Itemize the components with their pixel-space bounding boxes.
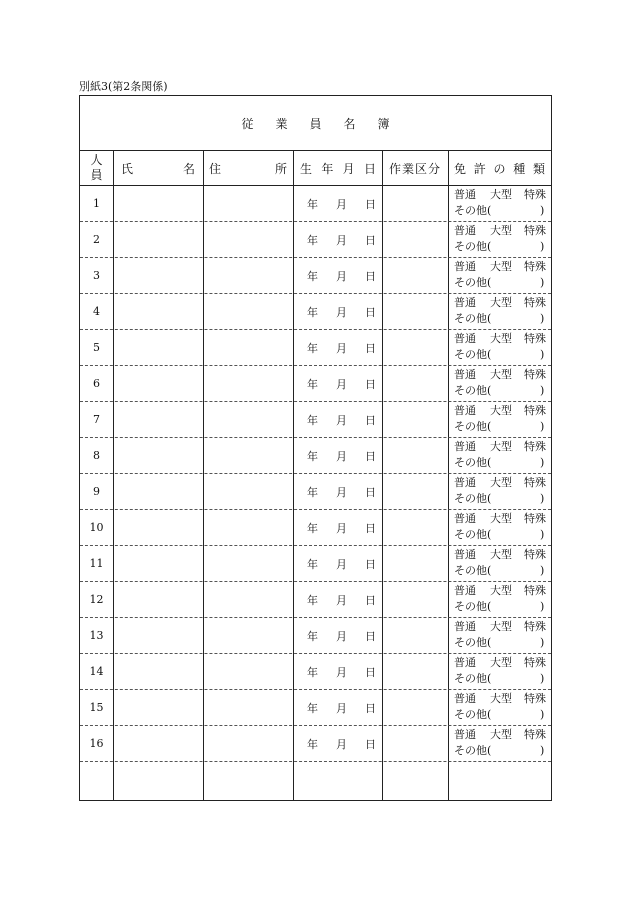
date-of-birth-cell[interactable] [293, 546, 382, 581]
header-name [113, 151, 203, 185]
title-char: 名 [343, 116, 378, 131]
date-of-birth-cell[interactable] [293, 366, 382, 401]
row-number: 9 [93, 485, 100, 498]
date-of-birth-cell[interactable] [293, 618, 382, 653]
license-large: 大型 [490, 296, 512, 309]
table-row [80, 330, 551, 366]
header-license-char: 類 [532, 161, 545, 176]
day-unit: 日 [365, 449, 376, 463]
date-of-birth-cell[interactable] [293, 726, 382, 761]
license-other-line [454, 275, 551, 291]
row-number: 12 [89, 593, 104, 606]
day-unit: 日 [365, 341, 376, 355]
license-regular: 普通 [454, 620, 476, 633]
license-other: その他( [454, 240, 492, 253]
month-unit: 月 [336, 701, 347, 715]
month-unit: 月 [336, 197, 347, 211]
license-options-line [454, 367, 551, 383]
year-unit: 年 [307, 737, 318, 751]
month-unit: 月 [336, 521, 347, 535]
table-row [80, 726, 551, 762]
license-other-line [454, 563, 551, 579]
license-other: その他( [454, 312, 492, 325]
license-other-close: ) [540, 348, 545, 361]
license-type-cell[interactable] [448, 619, 551, 653]
license-type-cell[interactable] [448, 367, 551, 401]
day-unit: 日 [365, 377, 376, 391]
title-char: 簿 [377, 116, 412, 131]
header-name-first: 氏 [121, 161, 134, 176]
table-row [80, 402, 551, 438]
license-regular: 普通 [454, 512, 476, 525]
table-row [80, 510, 551, 546]
license-regular: 普通 [454, 404, 476, 417]
date-of-birth-cell[interactable] [293, 690, 382, 725]
license-special: 特殊 [524, 440, 546, 453]
row-number: 6 [93, 377, 100, 390]
license-special: 特殊 [524, 620, 546, 633]
license-other: その他( [454, 528, 492, 541]
license-options-line [454, 475, 551, 491]
month-unit: 月 [336, 233, 347, 247]
license-type-cell[interactable] [448, 727, 551, 761]
title-char: 従 [241, 116, 276, 131]
year-unit: 年 [307, 341, 318, 355]
table-row [80, 294, 551, 330]
license-regular: 普通 [454, 224, 476, 237]
year-unit: 年 [307, 593, 318, 607]
license-large: 大型 [490, 512, 512, 525]
license-type-cell[interactable] [448, 187, 551, 221]
license-options-line [454, 727, 551, 743]
month-unit: 月 [336, 305, 347, 319]
license-options-line [454, 439, 551, 455]
year-unit: 年 [307, 665, 318, 679]
header-address [203, 151, 293, 185]
license-large: 大型 [490, 692, 512, 705]
row-number: 14 [89, 665, 104, 678]
year-unit: 年 [307, 557, 318, 571]
table-row [80, 366, 551, 402]
license-options-line [454, 295, 551, 311]
license-other-close: ) [540, 636, 545, 649]
license-options-line [454, 187, 551, 203]
table-row [80, 546, 551, 582]
license-special: 特殊 [524, 656, 546, 669]
license-other-line [454, 203, 551, 219]
row-number: 1 [93, 197, 100, 210]
title-char: 員 [309, 116, 344, 131]
license-regular: 普通 [454, 548, 476, 561]
row-number: 8 [93, 449, 100, 462]
license-large: 大型 [490, 260, 512, 273]
header-dob [293, 151, 382, 185]
header-name-second: 名 [182, 161, 195, 176]
header-license [448, 151, 551, 185]
license-large: 大型 [490, 584, 512, 597]
header-address-second: 所 [274, 161, 287, 176]
license-other: その他( [454, 600, 492, 613]
month-unit: 月 [336, 413, 347, 427]
license-other-line [454, 455, 551, 471]
license-other-line [454, 527, 551, 543]
license-other: その他( [454, 564, 492, 577]
license-other: その他( [454, 348, 492, 361]
table-row [80, 438, 551, 474]
license-special: 特殊 [524, 404, 546, 417]
license-options-line [454, 331, 551, 347]
day-unit: 日 [365, 413, 376, 427]
row-number: 10 [89, 521, 104, 534]
header-person-top: 人 [90, 153, 103, 167]
header-work-category: 作業区分 [388, 161, 441, 176]
license-type-cell[interactable] [448, 511, 551, 545]
day-unit: 日 [365, 485, 376, 499]
table-title [80, 96, 551, 151]
license-regular: 普通 [454, 476, 476, 489]
license-options-line [454, 655, 551, 671]
license-other-close: ) [540, 492, 545, 505]
license-regular: 普通 [454, 692, 476, 705]
license-other-line [454, 743, 551, 759]
month-unit: 月 [336, 485, 347, 499]
month-unit: 月 [336, 557, 347, 571]
title-char: 業 [275, 116, 310, 131]
year-unit: 年 [307, 305, 318, 319]
license-type-cell[interactable] [448, 691, 551, 725]
day-unit: 日 [365, 521, 376, 535]
day-unit: 日 [365, 269, 376, 283]
license-other-line [454, 671, 551, 687]
license-other-line [454, 707, 551, 723]
date-of-birth-cell[interactable] [293, 582, 382, 617]
document-caption: 別紙3(第2条関係) [79, 80, 168, 93]
license-options-line [454, 403, 551, 419]
license-other: その他( [454, 204, 492, 217]
header-dob-char: 月 [342, 161, 355, 176]
year-unit: 年 [307, 413, 318, 427]
row-number: 13 [89, 629, 104, 642]
license-special: 特殊 [524, 188, 546, 201]
header-license-char: 免 [454, 161, 467, 176]
license-other-line [454, 419, 551, 435]
table-row [80, 762, 551, 798]
license-special: 特殊 [524, 296, 546, 309]
month-unit: 月 [336, 737, 347, 751]
table-row [80, 690, 551, 726]
date-of-birth-cell[interactable] [293, 294, 382, 329]
table-row [80, 582, 551, 618]
year-unit: 年 [307, 521, 318, 535]
license-other-close: ) [540, 276, 545, 289]
date-of-birth-cell[interactable] [293, 222, 382, 257]
license-other-close: ) [540, 240, 545, 253]
license-special: 特殊 [524, 548, 546, 561]
license-other: その他( [454, 708, 492, 721]
license-large: 大型 [490, 368, 512, 381]
license-type-cell[interactable] [448, 475, 551, 509]
license-other-close: ) [540, 744, 545, 757]
header-license-char: 種 [513, 161, 526, 176]
license-other-line [454, 383, 551, 399]
header-person [80, 151, 113, 185]
license-regular: 普通 [454, 260, 476, 273]
license-other: その他( [454, 672, 492, 685]
license-type-cell[interactable] [448, 403, 551, 437]
month-unit: 月 [336, 341, 347, 355]
row-number: 11 [89, 557, 104, 570]
row-number: 15 [89, 701, 104, 714]
license-regular: 普通 [454, 656, 476, 669]
header-license-char: の [493, 161, 506, 176]
license-other-line [454, 491, 551, 507]
month-unit: 月 [336, 377, 347, 391]
license-type-cell[interactable] [448, 259, 551, 293]
day-unit: 日 [365, 305, 376, 319]
license-special: 特殊 [524, 332, 546, 345]
date-of-birth-cell[interactable] [293, 330, 382, 365]
license-large: 大型 [490, 656, 512, 669]
license-other-close: ) [540, 564, 545, 577]
table-row [80, 474, 551, 510]
year-unit: 年 [307, 233, 318, 247]
license-regular: 普通 [454, 188, 476, 201]
license-regular: 普通 [454, 332, 476, 345]
month-unit: 月 [336, 449, 347, 463]
license-regular: 普通 [454, 584, 476, 597]
license-type-cell[interactable] [448, 547, 551, 581]
license-other-line [454, 635, 551, 651]
date-of-birth-cell[interactable] [293, 438, 382, 473]
license-other: その他( [454, 744, 492, 757]
day-unit: 日 [365, 665, 376, 679]
license-other-close: ) [540, 456, 545, 469]
day-unit: 日 [365, 737, 376, 751]
license-options-line [454, 619, 551, 635]
license-type-cell[interactable] [448, 655, 551, 689]
license-options-line [454, 547, 551, 563]
license-regular: 普通 [454, 368, 476, 381]
license-special: 特殊 [524, 476, 546, 489]
row-number: 4 [93, 305, 100, 318]
day-unit: 日 [365, 593, 376, 607]
license-other-line [454, 599, 551, 615]
row-number: 16 [89, 737, 104, 750]
license-options-line [454, 511, 551, 527]
row-number [80, 762, 113, 797]
day-unit: 日 [365, 233, 376, 247]
license-large: 大型 [490, 728, 512, 741]
license-special: 特殊 [524, 584, 546, 597]
license-large: 大型 [490, 476, 512, 489]
license-type-cell[interactable] [448, 583, 551, 617]
license-other-close: ) [540, 672, 545, 685]
year-unit: 年 [307, 701, 318, 715]
license-options-line [454, 223, 551, 239]
table-row [80, 258, 551, 294]
date-of-birth-cell[interactable] [293, 510, 382, 545]
license-regular: 普通 [454, 296, 476, 309]
month-unit: 月 [336, 593, 347, 607]
day-unit: 日 [365, 629, 376, 643]
license-other: その他( [454, 384, 492, 397]
license-other-close: ) [540, 384, 545, 397]
year-unit: 年 [307, 197, 318, 211]
day-unit: 日 [365, 197, 376, 211]
license-other: その他( [454, 636, 492, 649]
header-row [80, 151, 551, 186]
date-of-birth-cell[interactable] [293, 474, 382, 509]
header-dob-char: 生 [300, 161, 313, 176]
month-unit: 月 [336, 629, 347, 643]
license-other-close: ) [540, 600, 545, 613]
month-unit: 月 [336, 665, 347, 679]
license-options-line [454, 583, 551, 599]
license-regular: 普通 [454, 728, 476, 741]
header-license-char: 許 [473, 161, 486, 176]
row-number: 7 [93, 413, 100, 426]
license-other: その他( [454, 456, 492, 469]
license-special: 特殊 [524, 692, 546, 705]
license-other-close: ) [540, 708, 545, 721]
license-other-close: ) [540, 312, 545, 325]
license-type-cell[interactable] [448, 223, 551, 257]
date-of-birth-cell[interactable] [293, 402, 382, 437]
license-regular: 普通 [454, 440, 476, 453]
license-other-line [454, 347, 551, 363]
license-type-cell[interactable] [448, 295, 551, 329]
license-large: 大型 [490, 224, 512, 237]
year-unit: 年 [307, 449, 318, 463]
day-unit: 日 [365, 557, 376, 571]
license-other-close: ) [540, 204, 545, 217]
year-unit: 年 [307, 377, 318, 391]
license-options-line [454, 691, 551, 707]
header-dob-char: 年 [321, 161, 334, 176]
license-other-close: ) [540, 420, 545, 433]
license-other-line [454, 311, 551, 327]
year-unit: 年 [307, 485, 318, 499]
header-dob-char: 日 [363, 161, 376, 176]
header-address-first: 住 [209, 161, 222, 176]
date-of-birth-cell[interactable] [293, 654, 382, 689]
license-special: 特殊 [524, 512, 546, 525]
date-of-birth-cell[interactable] [293, 186, 382, 221]
day-unit: 日 [365, 701, 376, 715]
table-row [80, 186, 551, 222]
license-type-cell[interactable] [448, 331, 551, 365]
license-large: 大型 [490, 404, 512, 417]
year-unit: 年 [307, 629, 318, 643]
date-of-birth-cell[interactable] [293, 258, 382, 293]
table-row [80, 654, 551, 690]
license-special: 特殊 [524, 224, 546, 237]
row-number: 3 [93, 269, 100, 282]
license-other-line [454, 239, 551, 255]
license-options-line [454, 259, 551, 275]
license-special: 特殊 [524, 260, 546, 273]
license-other: その他( [454, 492, 492, 505]
license-large: 大型 [490, 440, 512, 453]
month-unit: 月 [336, 269, 347, 283]
row-number: 2 [93, 233, 100, 246]
license-large: 大型 [490, 620, 512, 633]
year-unit: 年 [307, 269, 318, 283]
license-large: 大型 [490, 548, 512, 561]
table-row [80, 222, 551, 258]
license-type-cell[interactable] [448, 439, 551, 473]
license-large: 大型 [490, 332, 512, 345]
license-other: その他( [454, 276, 492, 289]
table-row [80, 618, 551, 654]
license-special: 特殊 [524, 368, 546, 381]
license-other: その他( [454, 420, 492, 433]
license-special: 特殊 [524, 728, 546, 741]
license-large: 大型 [490, 188, 512, 201]
header-person-bottom: 員 [90, 168, 103, 182]
license-other-close: ) [540, 528, 545, 541]
row-number: 5 [93, 341, 100, 354]
employee-register-table [79, 95, 552, 801]
